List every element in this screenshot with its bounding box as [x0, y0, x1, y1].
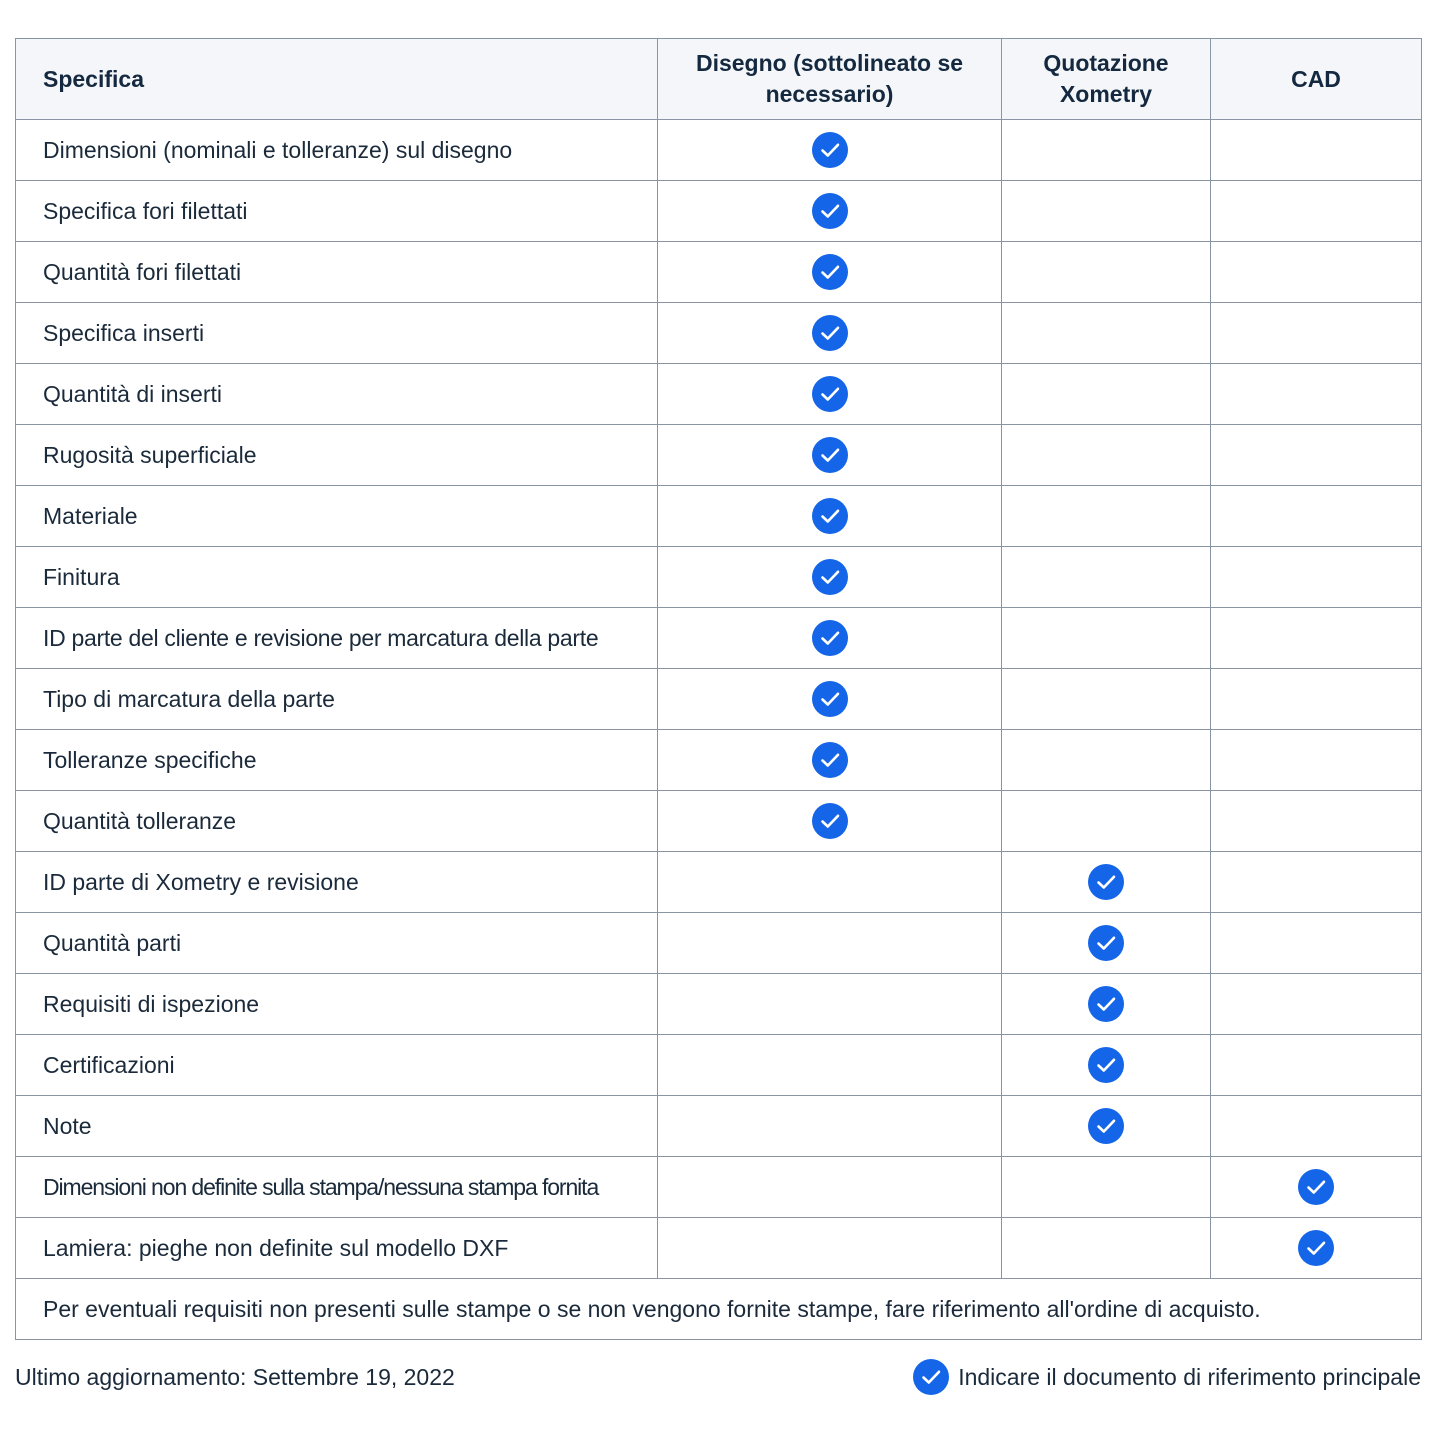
- spec-label: Dimensioni (nominali e tolleranze) sul disegno: [16, 120, 658, 181]
- table-row: [16, 791, 1422, 852]
- mark-cell-drawing: [658, 181, 1002, 242]
- spec-label: Quantità fori filettati: [16, 242, 658, 303]
- spec-label: Materiale: [16, 486, 658, 547]
- check-circle-icon: [1297, 1168, 1335, 1206]
- table-row: [16, 486, 1422, 547]
- check-circle-icon: [811, 680, 849, 718]
- mark-cell-cad: [1211, 181, 1422, 242]
- table-row: [16, 303, 1422, 364]
- mark-cell-cad: [1211, 1096, 1422, 1157]
- header-quote: Quotazione Xometry: [1002, 39, 1211, 120]
- mark-cell-drawing: [658, 1035, 1002, 1096]
- check-circle-icon: [1087, 863, 1125, 901]
- spec-label: Quantità tolleranze: [16, 791, 658, 852]
- mark-cell-quote: [1002, 852, 1211, 913]
- mark-cell-cad: [1211, 1218, 1422, 1279]
- footnote-text: Per eventuali requisiti non presenti sulle stampe o se non vengono fornite stampe, fare riferimento all'ordine di acquisto.: [16, 1279, 1422, 1340]
- mark-cell-cad: [1211, 120, 1422, 181]
- mark-cell-quote: [1002, 120, 1211, 181]
- mark-cell-drawing: [658, 547, 1002, 608]
- mark-cell-quote: [1002, 913, 1211, 974]
- table-row: [16, 425, 1422, 486]
- mark-cell-quote: [1002, 669, 1211, 730]
- check-circle-icon: [811, 497, 849, 535]
- table-footnote: [16, 1279, 1422, 1340]
- legend: [912, 1358, 1421, 1396]
- mark-cell-drawing: [658, 1218, 1002, 1279]
- header-spec: Specifica: [16, 39, 658, 120]
- check-circle-icon: [811, 314, 849, 352]
- table-row: [16, 181, 1422, 242]
- mark-cell-drawing: [658, 974, 1002, 1035]
- check-circle-icon: [811, 253, 849, 291]
- mark-cell-cad: [1211, 547, 1422, 608]
- mark-cell-drawing: [658, 852, 1002, 913]
- table-row: [16, 669, 1422, 730]
- header-row: [16, 39, 1422, 120]
- check-circle-icon: [912, 1358, 950, 1396]
- specification-table: [15, 38, 1422, 1340]
- mark-cell-quote: [1002, 1096, 1211, 1157]
- spec-label: Specifica fori filettati: [16, 181, 658, 242]
- spec-label: Finitura: [16, 547, 658, 608]
- mark-cell-cad: [1211, 852, 1422, 913]
- spec-label: Tolleranze specifiche: [16, 730, 658, 791]
- mark-cell-quote: [1002, 486, 1211, 547]
- mark-cell-quote: [1002, 303, 1211, 364]
- table-row: [16, 1218, 1422, 1279]
- table-body: [16, 120, 1422, 1279]
- check-circle-icon: [811, 436, 849, 474]
- mark-cell-cad: [1211, 791, 1422, 852]
- spec-label: Tipo di marcatura della parte: [16, 669, 658, 730]
- mark-cell-drawing: [658, 730, 1002, 791]
- footnote-row: [16, 1279, 1422, 1340]
- check-circle-icon: [811, 375, 849, 413]
- mark-cell-drawing: [658, 120, 1002, 181]
- table-row: [16, 1096, 1422, 1157]
- table-header: [16, 39, 1422, 120]
- check-circle-icon: [1087, 1107, 1125, 1145]
- table-row: [16, 852, 1422, 913]
- check-circle-icon: [1297, 1229, 1335, 1267]
- table-row: [16, 120, 1422, 181]
- mark-cell-quote: [1002, 1035, 1211, 1096]
- mark-cell-quote: [1002, 364, 1211, 425]
- mark-cell-cad: [1211, 486, 1422, 547]
- check-circle-icon: [1087, 924, 1125, 962]
- mark-cell-cad: [1211, 669, 1422, 730]
- mark-cell-cad: [1211, 608, 1422, 669]
- mark-cell-quote: [1002, 1218, 1211, 1279]
- spec-label: Dimensioni non definite sulla stampa/nessuna stampa fornita: [16, 1157, 658, 1218]
- mark-cell-drawing: [658, 303, 1002, 364]
- table-row: [16, 1157, 1422, 1218]
- mark-cell-cad: [1211, 913, 1422, 974]
- mark-cell-quote: [1002, 730, 1211, 791]
- table-row: [16, 913, 1422, 974]
- check-circle-icon: [811, 558, 849, 596]
- check-circle-icon: [811, 802, 849, 840]
- mark-cell-cad: [1211, 1035, 1422, 1096]
- mark-cell-drawing: [658, 1096, 1002, 1157]
- spec-label: Specifica inserti: [16, 303, 658, 364]
- spec-label: Note: [16, 1096, 658, 1157]
- spec-label: ID parte di Xometry e revisione: [16, 852, 658, 913]
- spec-label: Quantità di inserti: [16, 364, 658, 425]
- mark-cell-cad: [1211, 425, 1422, 486]
- mark-cell-quote: [1002, 1157, 1211, 1218]
- table-row: [16, 608, 1422, 669]
- spec-label: Rugosità superficiale: [16, 425, 658, 486]
- spec-label: Lamiera: pieghe non definite sul modello DXF: [16, 1218, 658, 1279]
- page-footer: [15, 1355, 1421, 1399]
- table-row: [16, 730, 1422, 791]
- mark-cell-drawing: [658, 913, 1002, 974]
- spec-label: Quantità parti: [16, 913, 658, 974]
- mark-cell-cad: [1211, 364, 1422, 425]
- table-row: [16, 242, 1422, 303]
- mark-cell-quote: [1002, 791, 1211, 852]
- spec-label: ID parte del cliente e revisione per marcatura della parte: [16, 608, 658, 669]
- check-circle-icon: [1087, 985, 1125, 1023]
- header-cad: CAD: [1211, 39, 1422, 120]
- spec-label: Certificazioni: [16, 1035, 658, 1096]
- mark-cell-drawing: [658, 242, 1002, 303]
- mark-cell-cad: [1211, 974, 1422, 1035]
- mark-cell-quote: [1002, 425, 1211, 486]
- header-drawing: Disegno (sottolineato se necessario): [658, 39, 1002, 120]
- mark-cell-cad: [1211, 1157, 1422, 1218]
- table-row: [16, 364, 1422, 425]
- last-updated-text: Ultimo aggiornamento: Settembre 19, 2022: [15, 1363, 455, 1390]
- mark-cell-drawing: [658, 1157, 1002, 1218]
- check-circle-icon: [811, 741, 849, 779]
- table-row: [16, 974, 1422, 1035]
- mark-cell-drawing: [658, 364, 1002, 425]
- mark-cell-quote: [1002, 242, 1211, 303]
- mark-cell-cad: [1211, 242, 1422, 303]
- legend-text: Indicare il documento di riferimento principale: [958, 1363, 1421, 1390]
- spec-label: Requisiti di ispezione: [16, 974, 658, 1035]
- mark-cell-quote: [1002, 547, 1211, 608]
- check-circle-icon: [811, 619, 849, 657]
- mark-cell-drawing: [658, 791, 1002, 852]
- mark-cell-quote: [1002, 608, 1211, 669]
- check-circle-icon: [1087, 1046, 1125, 1084]
- table-row: [16, 547, 1422, 608]
- table-row: [16, 1035, 1422, 1096]
- mark-cell-drawing: [658, 486, 1002, 547]
- check-circle-icon: [811, 131, 849, 169]
- mark-cell-drawing: [658, 608, 1002, 669]
- mark-cell-cad: [1211, 730, 1422, 791]
- mark-cell-quote: [1002, 974, 1211, 1035]
- mark-cell-drawing: [658, 425, 1002, 486]
- mark-cell-quote: [1002, 181, 1211, 242]
- check-circle-icon: [811, 192, 849, 230]
- mark-cell-cad: [1211, 303, 1422, 364]
- mark-cell-drawing: [658, 669, 1002, 730]
